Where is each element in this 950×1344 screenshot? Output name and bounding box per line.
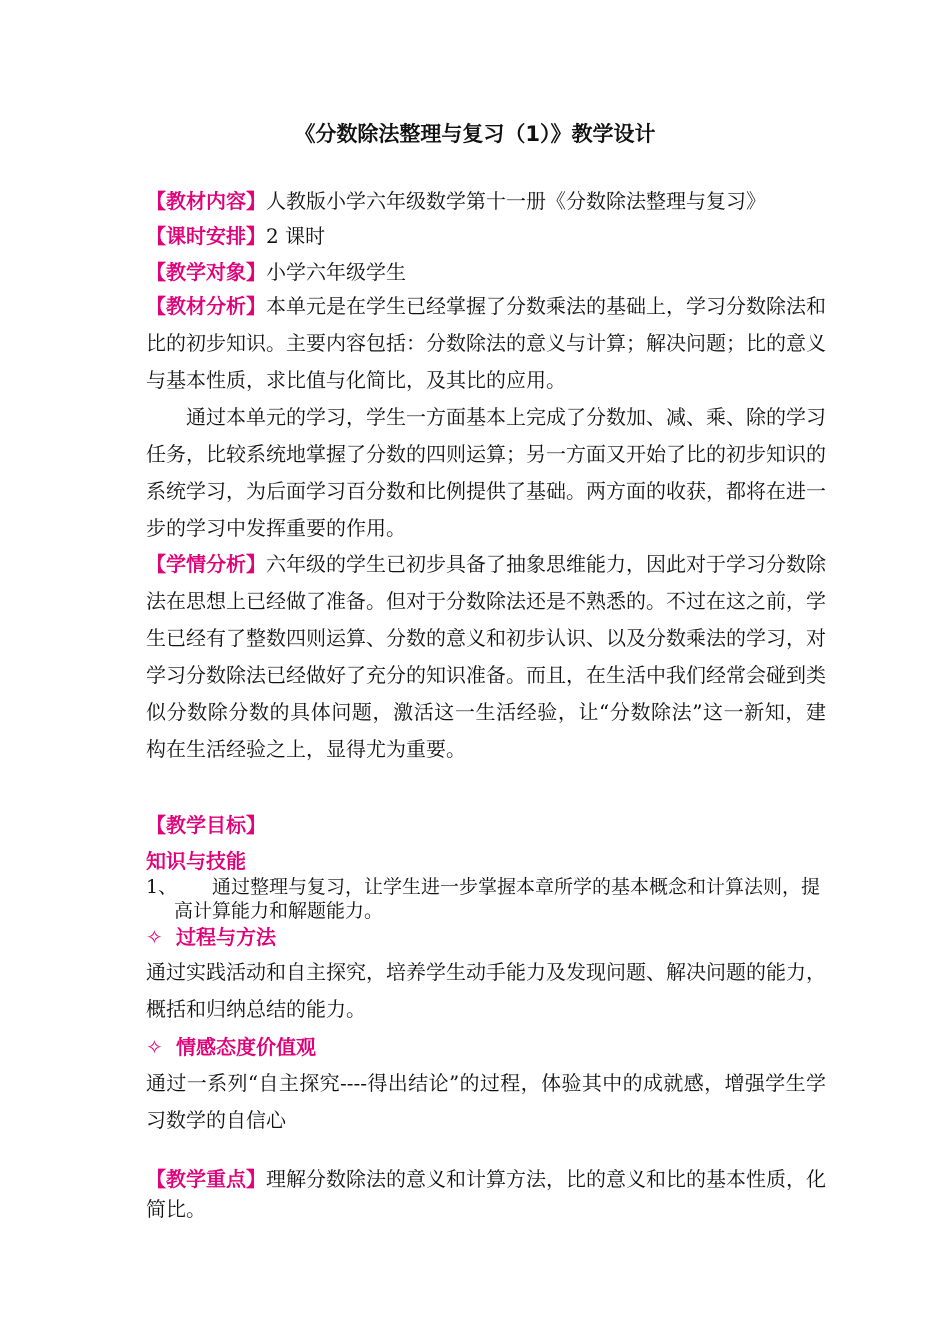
schedule-text: 2 课时 (266, 224, 326, 248)
schedule-label: 【课时安排】 (146, 224, 266, 248)
knowledge-item-number: 1、 (146, 876, 178, 898)
material-text: 人教版小学六年级数学第十一册《分数除法整理与复习》 (266, 189, 766, 213)
learners-paragraph (146, 546, 826, 768)
keypoints-paragraph (146, 1164, 826, 1224)
audience-text: 小学六年级学生 (266, 260, 406, 284)
analysis-label: 【教材分析】 (146, 294, 266, 318)
analysis-paragraph-1 (146, 288, 826, 399)
schedule-row (146, 218, 836, 254)
emotion-text: 通过一系列“自主探究----得出结论”的过程，体验其中的成就感，增强学生学习数学的自信心 (146, 1071, 826, 1132)
diamond-bullet-icon: ✧ (146, 925, 163, 949)
process-heading: 过程与方法 (176, 925, 276, 949)
document-title: 《分数除法整理与复习（1）》教学设计 (294, 122, 656, 146)
analysis-paragraph-2: 通过本单元的学习，学生一方面基本上完成了分数加、减、乘、除的学习任务，比较系统地掌握了分数的四则运算；另一方面又开始了比的初步知识的系统学习，为后面学习百分数和比例提供了基础。两方面的收获，都将在进一步的学习中发挥重要的作用。 (146, 405, 826, 540)
keypoints-label: 【教学重点】 (146, 1167, 266, 1191)
learners-text: 六年级的学生已初步具备了抽象思维能力，因此对于学习分数除法在思想上已经做了准备。但对于分数除法还是不熟悉的。不过在这之前，学生已经有了整数四则运算、分数的意义和初步认识、以及分数乘法的学习，对学习分数除法已经做好了充分的知识准备。而且，在生活中我们经常会碰到类似分数除分数的具体问题，激活这一生活经验，让“分数除法”这一新知，建构在生活经验之上，显得尤为重要。 (146, 552, 826, 761)
process-text: 通过实践活动和自主探究，培养学生动手能力及发现问题、解决问题的能力，概括和归纳总结的能力。 (146, 960, 826, 1021)
goals-label: 【教学目标】 (146, 813, 266, 837)
process-heading-row (146, 919, 836, 955)
knowledge-heading: 知识与技能 (146, 849, 246, 873)
learners-label: 【学情分析】 (146, 552, 266, 576)
audience-row (146, 254, 836, 290)
diamond-bullet-icon: ✧ (146, 1035, 163, 1059)
material-label: 【教材内容】 (146, 189, 266, 213)
knowledge-item-text: 通过整理与复习，让学生进一步掌握本章所学的基本概念和计算法则，提高计算能力和解题能力。 (174, 876, 821, 922)
emotion-heading-row (146, 1029, 836, 1065)
goals-row (146, 807, 836, 843)
emotion-heading: 情感态度价值观 (176, 1035, 316, 1059)
audience-label: 【教学对象】 (146, 260, 266, 284)
material-row (146, 183, 836, 219)
analysis-text-1: 本单元是在学生已经掌握了分数乘法的基础上，学习分数除法和比的初步知识。主要内容包括：分数除法的意义与计算；解决问题；比的意义与基本性质，求比值与化简比，及其比的应用。 (146, 294, 826, 392)
keypoints-text: 理解分数除法的意义和计算方法，比的意义和比的基本性质，化简比。 (146, 1167, 826, 1221)
